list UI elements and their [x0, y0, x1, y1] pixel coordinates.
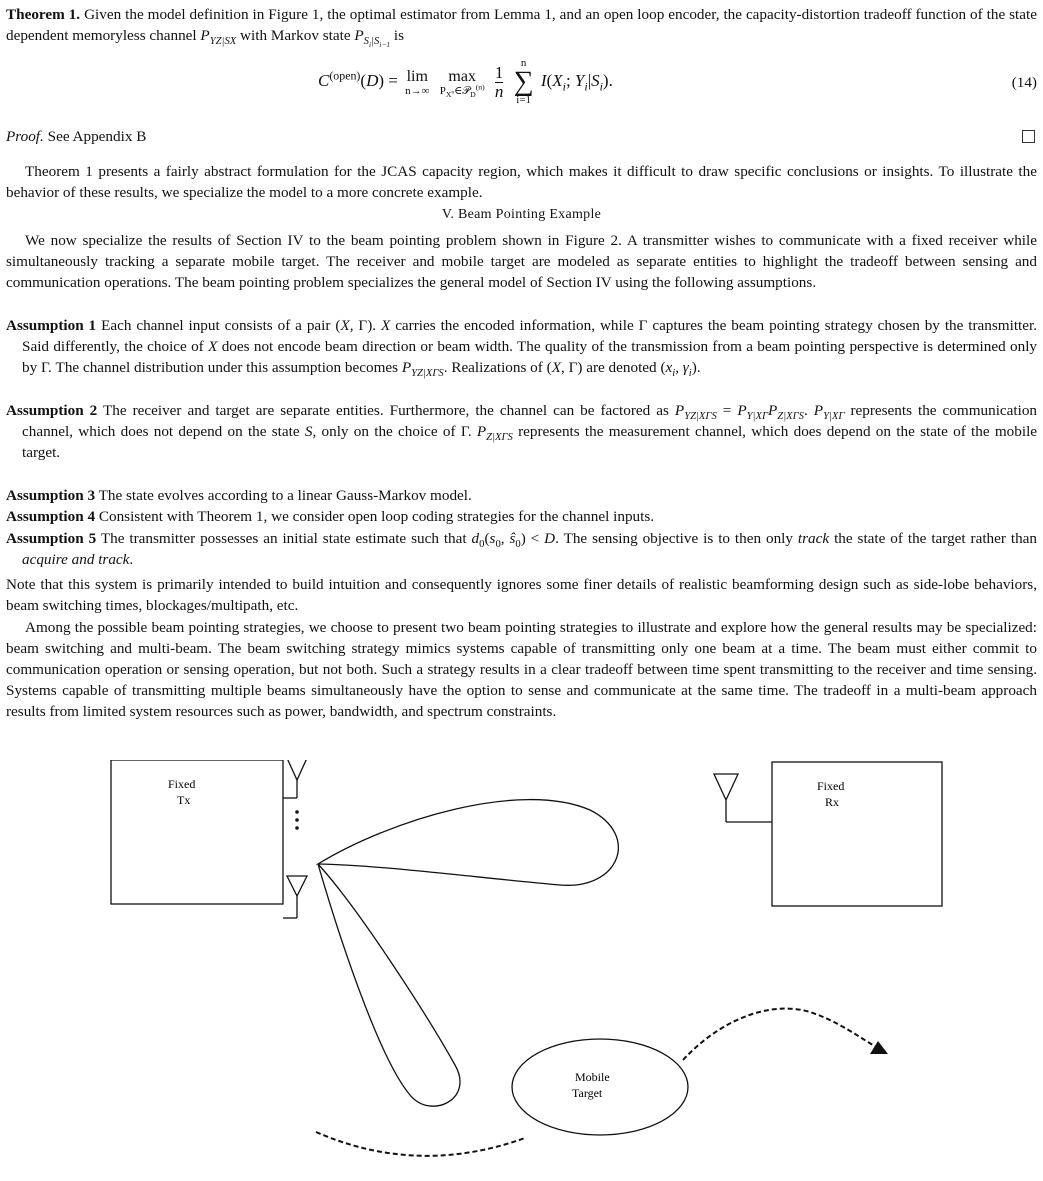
- assumption-1-text: does not encode beam direction or beam width. The quality of the transmission from a beam pointing perspective is determined only by: [22, 338, 1038, 376]
- assumption-5-text: . The sensing objective is to then only: [555, 530, 793, 547]
- sensing-beam-lobe: [318, 864, 460, 1106]
- assumption-label: Assumption 3: [6, 487, 96, 504]
- assumption-1-text: . Realizations of: [443, 359, 543, 376]
- emphasis-track: track: [797, 530, 830, 547]
- assumption-3: [6, 485, 1037, 506]
- assumption-2-text: represents the measurement channel, which does depend on the state of the mobile target.: [22, 423, 1038, 461]
- qed-box-icon: [1022, 130, 1035, 143]
- target-trajectory-past: [316, 1132, 525, 1156]
- paragraph-2: We now specialize the results of Section IV to the beam pointing problem shown in Figure 2. A transmitter wishes to communicate with a fixed receiver while simultaneously tracking a separate mobile target. The receiver and mobile target are modeled as separate entities to highlight the tradeoff between sensing and communication operations. The beam pointing problem specializes the general model of Section IV using the following assumptions.: [6, 232, 1037, 291]
- assumption-1-text: are denoted: [586, 359, 657, 376]
- assumption-5: Assumption 5 The transmitter possesses an initial state estimate such that $d_0(s_0$, $ŝ_0) < D$. The sensing objective is to then only track the state of the target rather than acquire and track.: [6, 530, 1038, 568]
- paragraph-3: Note that this system is primarily intended to build intuition and consequently ignores some finer details of realistic beamforming design such as side-lobe behaviors, beam switching times, blockages/multipath, etc.: [6, 576, 1037, 614]
- assumption-2-text: , only on the choice of: [312, 423, 456, 440]
- proof-text: See Appendix B: [47, 128, 147, 145]
- rx-antenna-icon: [714, 774, 772, 822]
- assumption-1-text: carries the encoded information, while: [395, 317, 634, 334]
- theorem-label: Theorem 1.: [6, 6, 81, 23]
- assumption-5-text: the state of the target rather than: [834, 530, 1038, 547]
- theorem-text-b: with Markov state: [240, 27, 351, 44]
- rx-label-line2: Rx: [825, 795, 840, 809]
- paragraph-1: Theorem 1 presents a fairly abstract formulation for the JCAS capacity region, which makes it difficult to draw specific conclusions or insights. To illustrate the behavior of these results, we specialize the model to a more concrete example.: [6, 163, 1037, 201]
- communication-beam-lobe: [318, 800, 618, 886]
- assumption-2-text: The receiver and target are separate entities. Furthermore, the channel can be factored as: [102, 402, 669, 419]
- assumption-1-text: Each channel input consists of a pair: [101, 317, 331, 334]
- target-label-line1: Mobile: [575, 1070, 610, 1084]
- assumption-3-text: The state evolves according to a linear Gauss-Markov model.: [98, 487, 472, 504]
- assumption-label: Assumption 1: [6, 317, 97, 334]
- assumption-2: Assumption 2 The receiver and target are separate entities. Furthermore, the channel can be factored as $P_{YZ|X\Gamma S} = P_{Y|X\Gamma}P_{Z|X\Gamma S}$. $P_{Y|X\Gamma}$ represents the communication channel, which does not depend on the state S, only on the choice of Γ. $P_{Z|X\Gamma S}$ represents the measurement channel, which does depend on the state of the mobile target.: [6, 402, 1038, 461]
- assumption-label: Assumption 2: [6, 402, 98, 419]
- trajectory-arrowhead-icon: [870, 1041, 888, 1054]
- tx-antenna-icon: [283, 760, 307, 798]
- assumption-1: Assumption 1 Each channel input consists of a pair (X, Γ). X carries the encoded information, while Γ captures the beam pointing strategy chosen by the transmitter. Said differently, the choice of X does not encode beam direction or beam width. The quality of the transmission from a beam pointing perspective is determined only by Γ. The channel distribution under this assumption becomes $P_{YZ|X\Gamma S}$. Realizations of (X, Γ) are denoted ($x_i$, $\gamma_i$).: [6, 317, 1038, 380]
- theorem-text-a: Given the model definition in Figure 1, the optimal estimator from Lemma 1, and an open loop encoder, the capacity-distortion tradeoff function of the state dependent memoryless channel: [6, 6, 1037, 44]
- beam-pointing-figure: [0, 760, 1043, 1180]
- assumption-1-text: captures the beam pointing strategy chosen by the transmitter. Said differently, the choice of: [22, 317, 1038, 355]
- proof: [6, 126, 1037, 147]
- assumption-5-text: .: [129, 551, 134, 568]
- theorem-text-c: is: [393, 27, 405, 44]
- proof-label: Proof.: [6, 128, 44, 145]
- assumption-2-text: represents the communication channel, which does not depend on the state: [22, 402, 1038, 440]
- equation-number: (14): [1011, 74, 1037, 91]
- assumption-4: [6, 506, 1037, 527]
- assumption-5-text: The transmitter possesses an initial state estimate such that: [100, 530, 467, 547]
- target-label-line2: Target: [572, 1086, 603, 1100]
- section-heading: V. Beam Pointing Example: [441, 207, 602, 222]
- tx-antenna-icon: [283, 876, 307, 918]
- target-trajectory-future: [683, 1009, 878, 1060]
- theorem-1: Theorem 1. Given the model definition in Figure 1, the optimal estimator from Lemma 1, and an open loop encoder, the capacity-distortion tradeoff function of the state dependent memoryless channel $P_{YZ|SX}$ with Markov state $P_{S_i|S_{i-1}}$ is: [6, 6, 1037, 50]
- equation-formula: $C^{(open)}(D)$ = lim n→∞ max $P_{X^n}\in 𝒫_D^{(n)}$ $\frac{1}{n}$ n ∑ i=1 $I(X_i$; $Y_i|S_i$).: [318, 57, 613, 106]
- antenna-ellipsis-icon: [295, 810, 299, 830]
- tx-label-line1: Fixed: [168, 777, 196, 791]
- assumption-label: Assumption 4: [6, 508, 96, 525]
- fixed-tx-box: [111, 760, 283, 904]
- emphasis-acquire-and-track: acquire and track: [22, 551, 130, 568]
- fixed-rx-box: [772, 762, 942, 906]
- assumption-1-text: . The channel distribution under this assumption becomes: [47, 359, 399, 376]
- tx-label-line2: Tx: [177, 793, 191, 807]
- paragraph-4: Among the possible beam pointing strategies, we choose to present two beam pointing strategies to illustrate and explore how the general results may be specialized: beam switching and multi-beam. The beam switching strategy mimics systems capable of transmitting only one beam at a time. The beam must either commit to communication operation or sensing operation, but not both. Such a strategy results in a clear tradeoff between time spent transmitting to the receiver and time sensing. Systems capable of transmitting multiple beams simultaneously have the option to sense and communicate at the same time. The tradeoff in a multi-beam approach results from limited system resources such as power, bandwidth, and spectrum constraints.: [6, 619, 1037, 720]
- assumption-4-text: Consistent with Theorem 1, we consider open loop coding strategies for the channel inputs.: [98, 508, 655, 525]
- equation-14: [0, 52, 1043, 114]
- assumption-label: Assumption 5: [6, 530, 97, 547]
- rx-label-line1: Fixed: [817, 779, 845, 793]
